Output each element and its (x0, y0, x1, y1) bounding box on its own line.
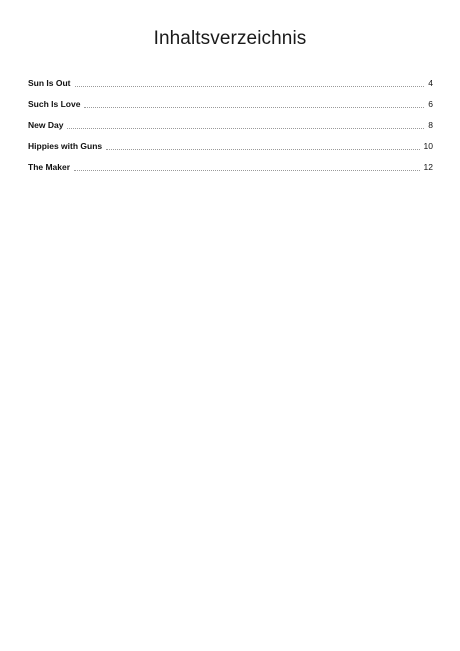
toc-entry-page-number: 10 (423, 141, 433, 151)
dot-leader (84, 107, 424, 108)
dot-leader (75, 86, 425, 87)
toc-entry-title: New Day (28, 120, 64, 130)
toc-entry-title: The Maker (28, 162, 71, 172)
toc-entry-title: Such Is Love (28, 99, 81, 109)
toc-entry-page-number: 6 (428, 99, 433, 109)
dot-leader (106, 149, 419, 150)
toc-entry[interactable] (28, 68, 433, 89)
toc-entry-page-number: 12 (423, 162, 433, 172)
toc-entry[interactable] (28, 152, 433, 173)
toc-entry-page-number: 4 (428, 78, 433, 88)
dot-leader (74, 170, 419, 171)
toc-list (28, 68, 433, 173)
toc-entry-page-number: 8 (428, 120, 433, 130)
toc-entry[interactable] (28, 131, 433, 152)
toc-entry[interactable] (28, 89, 433, 110)
toc-entry[interactable] (28, 110, 433, 131)
toc-entry-title: Hippies with Guns (28, 141, 103, 151)
toc-title: Inhaltsverzeichnis (153, 28, 307, 49)
toc-entry-title: Sun Is Out (28, 78, 71, 88)
dot-leader (67, 128, 424, 129)
